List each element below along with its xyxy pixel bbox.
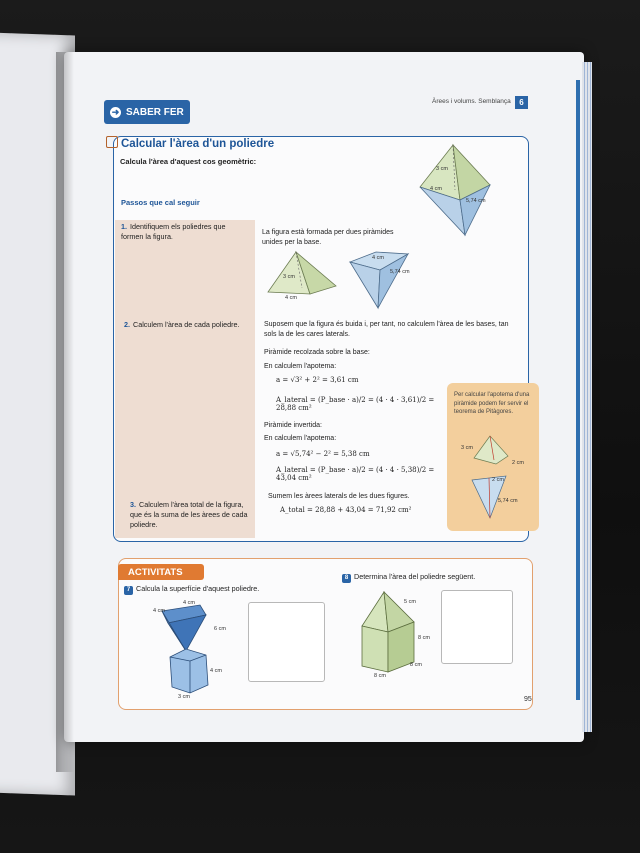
step-1-instruction bbox=[121, 222, 249, 242]
pyr1-height-label: 3 cm bbox=[283, 274, 295, 280]
arrow-icon: ➜ bbox=[111, 106, 120, 117]
pencil-icon bbox=[106, 136, 118, 148]
page-margin-line bbox=[576, 80, 580, 700]
step-1-text: Identifiquem els poliedres que formen la figura. bbox=[121, 222, 226, 241]
tip-label-b: 2 cm bbox=[512, 460, 524, 466]
a8-base-right-label: 8 cm bbox=[410, 662, 422, 668]
step-3-instruction bbox=[130, 500, 255, 530]
activity-8-text: Determina l'àrea del poliedre següent. bbox=[354, 572, 476, 581]
example-prompt: Calcula l'àrea d'aquest cos geomètric: bbox=[120, 157, 257, 166]
page-edges bbox=[582, 62, 592, 732]
step-2-part1-intro: En calculem l'apotema: bbox=[264, 363, 337, 370]
a7-bottom-label: 3 cm bbox=[178, 694, 190, 700]
activity-7-question bbox=[124, 584, 259, 595]
figure-label-side: 4 cm bbox=[430, 186, 442, 192]
step-2-part2-area: A_lateral = (P_base · a)/2 = (4 · 4 · 5,38)/2 = 43,04 cm² bbox=[276, 466, 435, 482]
step-3-result: A_total = 28,88 + 43,04 = 71,92 cm² bbox=[280, 506, 412, 514]
activity-7-figure bbox=[160, 605, 220, 695]
step-2-part1-area: A_lateral = (P_base · a)/2 = (4 · 4 · 3,61)/2 = 28,88 cm² bbox=[276, 396, 435, 412]
step-2-instruction bbox=[124, 320, 244, 330]
pyr2-edge-label: 5,74 cm bbox=[390, 269, 410, 275]
chapter-number: 6 bbox=[515, 96, 528, 109]
tip-text: Per calcular l'apotema d'una piràmide podem fer servir el teorema de Pitàgores. bbox=[454, 392, 530, 415]
step-2-part2-apothem: a = √5,74² − 2² = 5,38 cm bbox=[276, 450, 370, 458]
activity-7-answer-box[interactable] bbox=[248, 602, 325, 682]
example-title bbox=[106, 136, 274, 150]
tip-label-a: 3 cm bbox=[461, 445, 473, 451]
spine-shadow bbox=[56, 52, 74, 772]
section-tag bbox=[104, 100, 190, 124]
step-2-part2-title: Piràmide invertida: bbox=[264, 422, 322, 429]
a7-height-label: 6 cm bbox=[214, 626, 226, 632]
steps-column bbox=[115, 220, 255, 538]
pyr1-base-label: 4 cm bbox=[285, 295, 297, 301]
example-title-text: Calcular l'àrea d'un poliedre bbox=[121, 138, 275, 150]
step-3-text: Calculem l'àrea total de la figura, que és la suma de les àrees de cada poliedre. bbox=[130, 500, 248, 529]
a7-top-width-label: 4 cm bbox=[183, 600, 195, 606]
pyramid-upright-figure bbox=[266, 252, 341, 297]
step-2-part2-intro: En calculem l'apotema: bbox=[264, 435, 337, 442]
figure-label-edge: 5,74 cm bbox=[466, 198, 486, 204]
step-2-part1-title: Piràmide recolzada sobre la base: bbox=[264, 349, 370, 356]
pyr2-top-label: 4 cm bbox=[372, 255, 384, 261]
chapter-title: Àrees i volums. Semblança bbox=[432, 98, 511, 105]
activity-8-number: 8 bbox=[342, 574, 351, 583]
step-2-text: Calculem l'àrea de cada poliedre. bbox=[133, 320, 240, 329]
step-1-explanation: La figura està formada per dues piràmides unides per la base. bbox=[262, 229, 394, 246]
step-2-part1-apothem: a = √3² + 2² = 3,61 cm bbox=[276, 376, 359, 384]
activity-8-answer-box[interactable] bbox=[441, 590, 513, 664]
page-number: 95 bbox=[524, 696, 532, 703]
a8-base-front-label: 8 cm bbox=[374, 673, 386, 679]
tip-pyramid-figure bbox=[472, 436, 512, 466]
tip-label-d: 5,74 cm bbox=[498, 498, 518, 504]
step-3-number: 3. bbox=[130, 500, 136, 509]
a8-side-label: 8 cm bbox=[418, 635, 430, 641]
step-2-explanation: Suposem que la figura és buida i, per tant, no calculem l'àrea de les bases, tan sols la de les cares laterals. bbox=[264, 321, 509, 338]
activities-tag: ACTIVITATS bbox=[118, 564, 204, 580]
a7-prism-side-label: 4 cm bbox=[210, 668, 222, 674]
tip-label-c: 2 cm bbox=[492, 477, 504, 483]
a8-top-label: 5 cm bbox=[404, 599, 416, 605]
step-3-explanation: Sumem les àrees laterals de les dues figures. bbox=[268, 493, 410, 500]
a7-left-label: 4 cm bbox=[153, 608, 165, 614]
activity-8-question bbox=[342, 572, 475, 583]
steps-heading: Passos que cal seguir bbox=[121, 198, 200, 207]
section-tag-label: SABER FER bbox=[126, 106, 184, 118]
figure-label-top: 3 cm bbox=[436, 166, 448, 172]
step-1-number: 1. bbox=[121, 222, 127, 231]
step-2-number: 2. bbox=[124, 320, 130, 329]
activity-7-number: 7 bbox=[124, 586, 133, 595]
activity-7-text: Calcula la superfície d'aquest poliedre. bbox=[136, 584, 260, 593]
